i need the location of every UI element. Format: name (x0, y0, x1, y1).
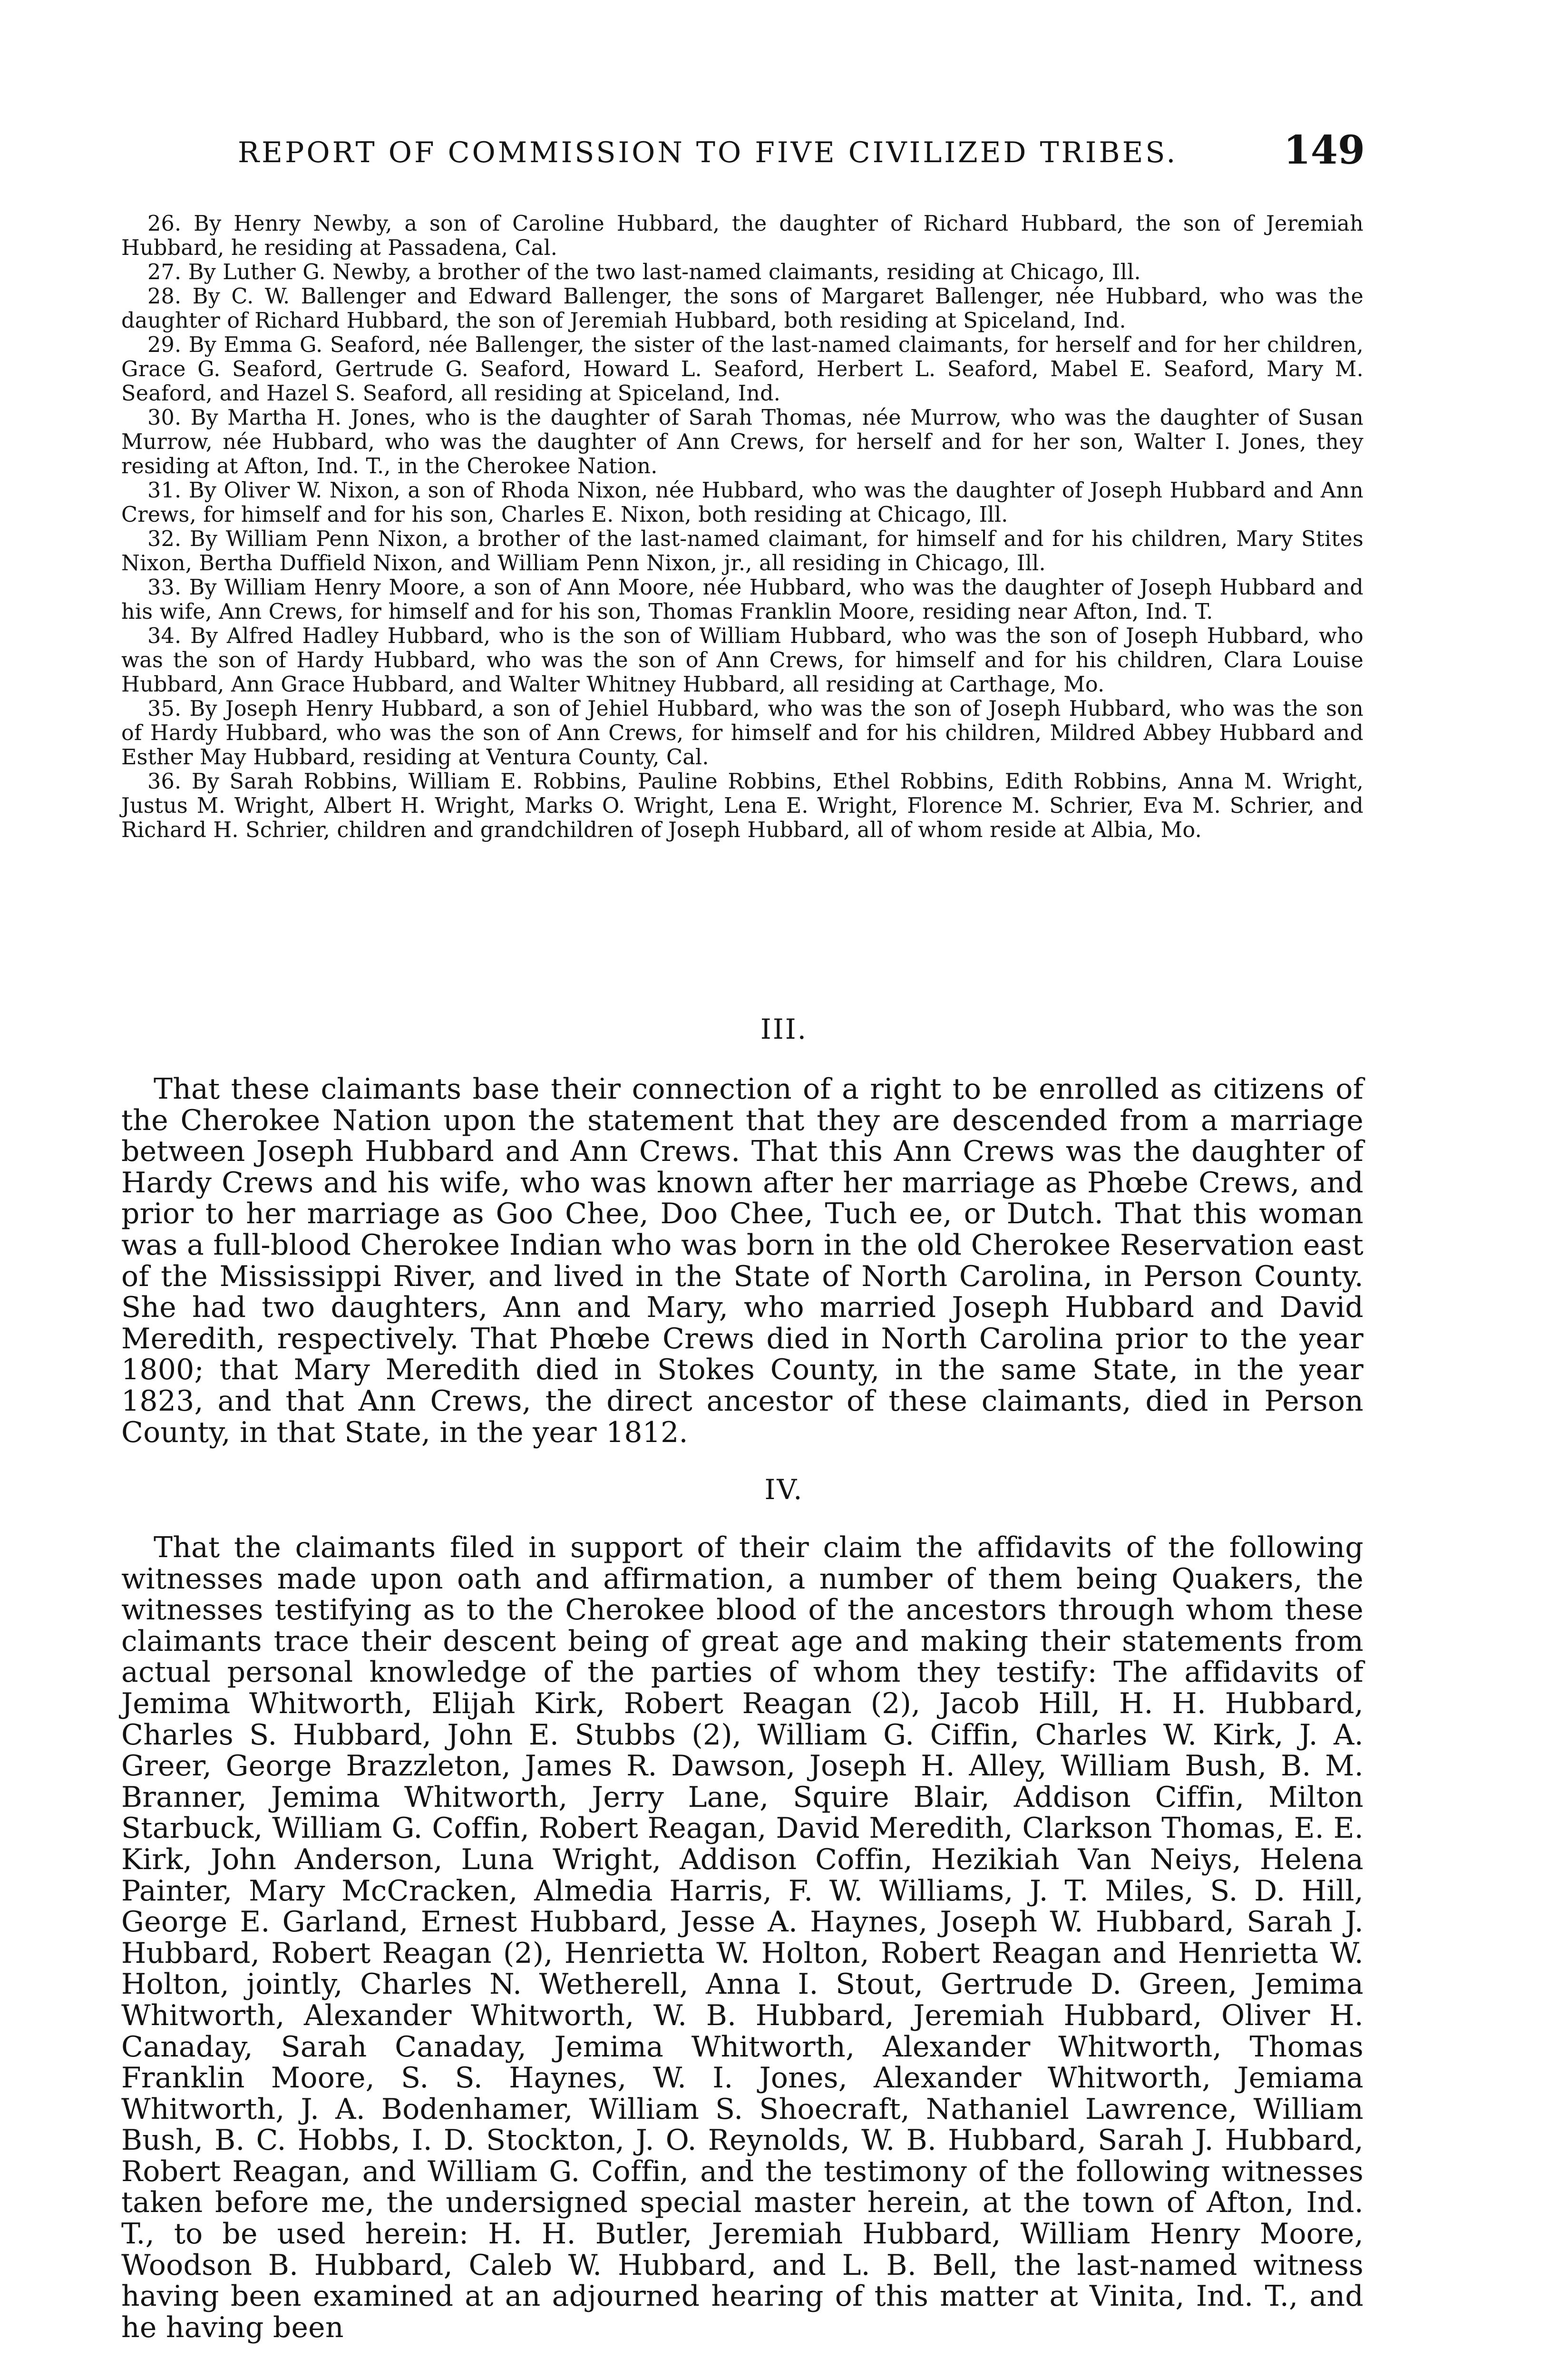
claimant-32: 32. By William Penn Nixon, a brother of the last-named claimant, for himself and for his children, Mary Stites Nixon, Bertha Duffield Nixon, and William Penn Nixon, jr., all residing in Chicago, Ill. (121, 527, 1363, 575)
claimant-28: 28. By C. W. Ballenger and Edward Ballenger, the sons of Margaret Ballenger, née Hubbard, who was the daughter of Richard Hubbard, the son of Jeremiah Hubbard, both residing at Spiceland, Ind. (121, 284, 1363, 333)
claimant-30: 30. By Martha H. Jones, who is the daughter of Sarah Thomas, née Murrow, who was the daughter of Susan Murrow, née Hubbard, who was the daughter of Ann Crews, for herself and for her son, Walter I. Jones, they residing at Afton, Ind. T., in the Cherokee Nation. (121, 406, 1363, 478)
running-head (238, 127, 1365, 185)
running-title: REPORT OF COMMISSION TO FIVE CIVILIZED TRIBES. (238, 136, 1178, 169)
claimant-35: 35. By Joseph Henry Hubbard, a son of Jehiel Hubbard, who was the son of Joseph Hubbard, who was the son of Hardy Hubbard, who was the son of Ann Crews, for himself and for his children, Mildred Abbey Hubbard and Esther May Hubbard, residing at Ventura County, Cal. (121, 697, 1363, 770)
section-iv-paragraph: That the claimants filed in support of their claim the affidavits of the following witnesses made upon oath and affirmation, a number of them being Quakers, the witnesses testifying as to the Cherokee blood of the ancestors through whom these claimants trace their descent being of great age and making their statements from actual personal knowledge of the parties of whom they testify: The affidavits of Jemima Whitworth, Elijah Kirk, Robert Reagan (2), Jacob Hill, H. H. Hubbard, Charles S. Hubbard, John E. Stubbs (2), William G. Ciffin, Charles W. Kirk, J. A. Greer, George Brazzleton, James R. Dawson, Joseph H. Alley, William Bush, B. M. Branner, Jemima Whitworth, Jerry Lane, Squire Blair, Addison Ciffin, Milton Starbuck, William G. Coffin, Robert Reagan, David Meredith, Clarkson Thomas, E. E. Kirk, John Anderson, Luna Wright, Addison Coffin, Hezikiah Van Neiys, Helena Painter, Mary McCracken, Almedia Harris, F. W. Williams, J. T. Miles, S. D. Hill, George E. Garland, Ernest Hubbard, Jesse A. Haynes, Joseph W. Hubbard, Sarah J. Hubbard, Robert Reagan (2), Henrietta W. Holton, Robert Reagan and Henrietta W. Holton, jointly, Charles N. Wetherell, Anna I. Stout, Gertrude D. Green, Jemima Whitworth, Alexander Whitworth, W. B. Hubbard, Jeremiah Hubbard, Oliver H. Canaday, Sarah Canaday, Jemima Whitworth, Alexander Whitworth, Thomas Franklin Moore, S. S. Haynes, W. I. Jones, Alexander Whitworth, Jemiama Whitworth, J. A. Bodenhamer, William S. Shoecraft, Nathaniel Lawrence, William Bush, B. C. Hobbs, I. D. Stockton, J. O. Reynolds, W. B. Hubbard, Sarah J. Hubbard, Robert Reagan, and William G. Coffin, and the testimony of the following witnesses taken before me, the undersigned special master herein, at the town of Afton, Ind. T., to be used herein: H. H. Butler, Jeremiah Hubbard, William Henry Moore, Woodson B. Hubbard, Caleb W. Hubbard, and L. B. Bell, the last-named witness having been examined at an adjourned hearing of this matter at Vinita, Ind. T., and he having been (121, 1531, 1363, 2344)
claimant-list (121, 212, 1363, 842)
section-iii-paragraph: That these claimants base their connection of a right to be enrolled as citizens of the Cherokee Nation upon the statement that they are descended from a marriage between Joseph Hubbard and Ann Crews. That this Ann Crews was the daughter of Hardy Crews and his wife, who was known after her marriage as Phœbe Crews, and prior to her marriage as Goo Chee, Doo Chee, Tuch ee, or Dutch. That this woman was a full-blood Cherokee Indian who was born in the old Cherokee Reservation east of the Mississippi River, and lived in the State of North Carolina, in Person County. She had two daughters, Ann and Mary, who married Joseph Hubbard and David Meredith, respectively. That Phœbe Crews died in North Carolina prior to the year 1800; that Mary Meredith died in Stokes County, in the same State, in the year 1823, and that Ann Crews, the direct ancestor of these claimants, died in Person County, in that State, in the year 1812. (121, 1072, 1363, 1449)
claimant-36: 36. By Sarah Robbins, William E. Robbins, Pauline Robbins, Ethel Robbins, Edith Robbins, Anna M. Wright, Justus M. Wright, Albert H. Wright, Marks O. Wright, Lena E. Wright, Florence M. Schrier, Eva M. Schrier, and Richard H. Schrier, children and grandchildren of Joseph Hubbard, all of whom reside at Albia, Mo. (121, 770, 1363, 842)
claimant-31: 31. By Oliver W. Nixon, a son of Rhoda Nixon, née Hubbard, who was the daughter of Joseph Hubbard and Ann Crews, for himself and for his son, Charles E. Nixon, both residing at Chicago, Ill. (121, 478, 1363, 527)
claimant-29: 29. By Emma G. Seaford, née Ballenger, the sister of the last-named claimants, for herself and for her children, Grace G. Seaford, Gertrude G. Seaford, Howard L. Seaford, Herbert L. Seaford, Mabel E. Seaford, Mary M. Seaford, and Hazel S. Seaford, all residing at Spiceland, Ind. (121, 333, 1363, 406)
claimant-27: 27. By Luther G. Newby, a brother of the two last-named claimants, residing at Chicago, Ill. (147, 260, 1141, 284)
claimant-26: 26. By Henry Newby, a son of Caroline Hubbard, the daughter of Richard Hubbard, the son of Jeremiah Hubbard, he residing at Passadena, Cal. (121, 212, 1363, 260)
claimant-33: 33. By William Henry Moore, a son of Ann Moore, née Hubbard, who was the daughter of Joseph Hubbard and his wife, Ann Crews, for himself and for his son, Thomas Franklin Moore, residing near Afton, Ind. T. (121, 575, 1363, 624)
section-heading-iii: III. (760, 1013, 808, 1045)
claimant-34: 34. By Alfred Hadley Hubbard, who is the son of William Hubbard, who was the son of Joseph Hubbard, who was the son of Hardy Hubbard, who was the son of Ann Crews, for himself and for his children, Clara Louise Hubbard, Ann Grace Hubbard, and Walter Whitney Hubbard, all residing at Carthage, Mo. (121, 624, 1363, 697)
page-number: 149 (1283, 127, 1365, 173)
section-heading-iv: IV. (764, 1473, 804, 1506)
